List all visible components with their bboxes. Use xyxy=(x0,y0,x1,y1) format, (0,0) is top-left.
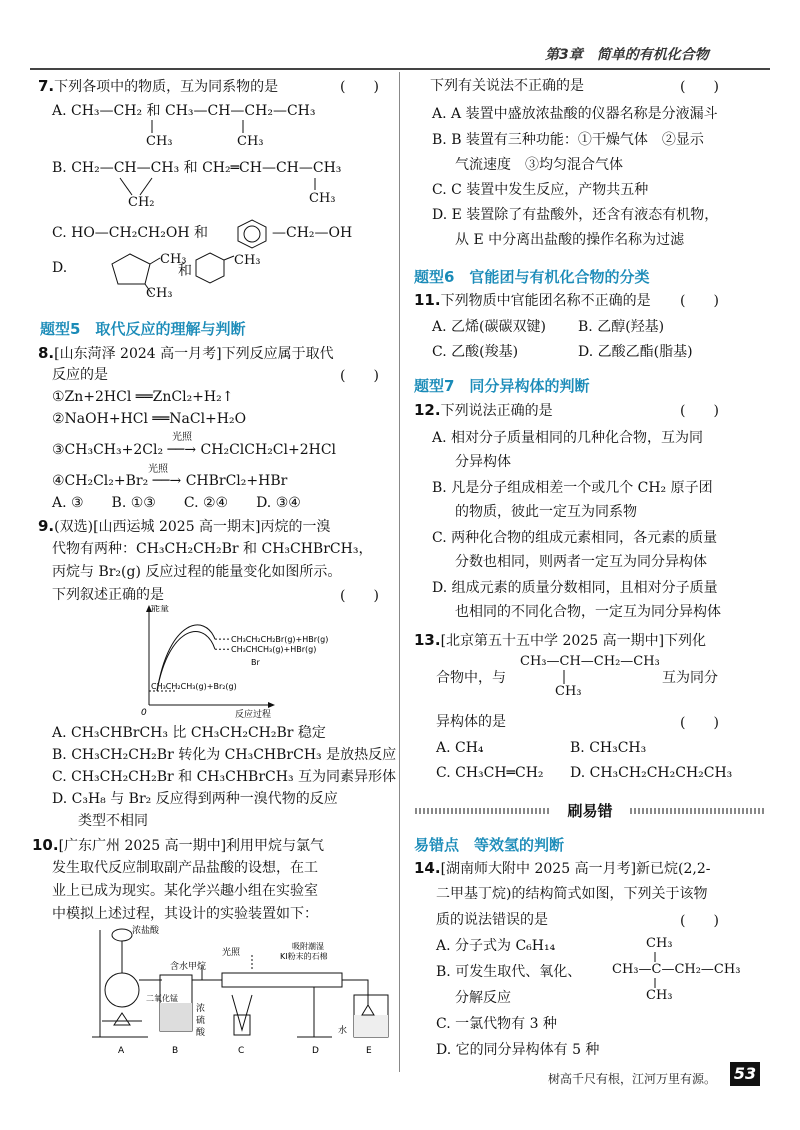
q13-option-a: A. CH₄ xyxy=(436,740,484,756)
q7-option-b: B. CH₂—CH—CH₃ 和 CH₂═CH—CH—CH₃ xyxy=(52,160,342,176)
chart-x-label: 反应过程 xyxy=(235,710,272,720)
q13-option-d: D. CH₃CH₂CH₂CH₂CH₃ xyxy=(570,765,733,781)
error-prone-banner xyxy=(415,800,765,822)
label-water: 水 xyxy=(338,1026,348,1036)
q10-option-b-2: 气流速度 ③均匀混合气体 xyxy=(455,157,623,173)
chart-series-label-1: CH₃CH₂CH₂Br(g)+HBr(g) xyxy=(231,635,329,645)
q14-answer-blank[interactable]: ( ) xyxy=(680,913,719,929)
label-A: A xyxy=(118,1046,125,1056)
q13-answer-blank[interactable]: ( ) xyxy=(680,715,719,731)
q12-option-a-2: 分异构体 xyxy=(455,454,511,470)
q7-d-methyl-3: CH₃ xyxy=(234,253,261,268)
q11-stem: 11.下列物质中官能团名称不正确的是 xyxy=(414,291,651,309)
chart-origin-label: 0 xyxy=(141,708,147,718)
chart-y-label: 能量 xyxy=(151,605,170,614)
q14-struct-top: CH₃ xyxy=(646,936,673,951)
q10-option-c: C. C 装置中发生反应，产物共五种 xyxy=(432,182,649,198)
chart-x-arrow xyxy=(268,702,275,708)
q13-stem-2b: 互为同分 xyxy=(662,670,718,686)
q14-struct-bottom: CH₃ xyxy=(646,988,673,1003)
q7-option-c-right: —CH₂—OH xyxy=(272,225,353,241)
burner-icon xyxy=(114,1013,130,1025)
q12-option-c-1: C. 两种化合物的组成元素相同，各元素的质量 xyxy=(432,530,718,546)
banner-label: 刷易错 xyxy=(567,802,613,820)
q7-option-d: D. xyxy=(52,260,68,276)
q7-d-methyl-2: CH₃ xyxy=(146,286,173,301)
q14-stem-2: 二甲基丁烷)的结构简式如图，下列关于该物 xyxy=(436,886,708,902)
banner-stripe-left xyxy=(415,808,550,814)
q14-stem-3: 质的说法错误的是 xyxy=(436,912,548,928)
page-number: 53 xyxy=(730,1062,760,1086)
chart-series-label-2: CH₃CHCH₃(g)+HBr(g) xyxy=(231,645,317,655)
q8-r4-condition: 光照 xyxy=(148,464,168,475)
label-h2so4-2: 硫 xyxy=(196,1016,206,1026)
q10-stem-1: 10.[广东广州 2025 高一期中]利用甲烷与氯气 xyxy=(32,836,325,854)
q12-option-d-2: 也相同的不同化合物，一定互为同分异构体 xyxy=(455,604,721,620)
section-type7: 题型7 同分异构体的判断 xyxy=(414,377,590,395)
footer-motto: 树高千尺有根，江河万里有源。 xyxy=(548,1072,717,1086)
q10-stem-4: 中模拟上述过程，其设计的实验装置如下： xyxy=(52,906,318,922)
q7-answer-blank[interactable]: ( ) xyxy=(340,79,379,95)
q9-option-c: C. CH₃CH₂CH₂Br 和 CH₃CHBrCH₃ 互为同素异形体 xyxy=(52,769,397,785)
label-methane: 含水甲烷 xyxy=(170,962,207,972)
label-cotton-1: 吸附潮湿 xyxy=(292,942,324,951)
q10-stem-3: 业上已成为现实。某化学兴趣小组在实验室 xyxy=(52,883,318,899)
q14-option-d: D. 它的同分异构体有 5 种 xyxy=(436,1042,600,1058)
label-hcl: 浓盐酸 xyxy=(132,926,160,936)
round-flask xyxy=(105,973,139,1007)
q9-answer-blank[interactable]: ( ) xyxy=(340,588,379,604)
q12-option-d-1: D. 组成元素的质量分数相同，且相对分子质量 xyxy=(432,580,718,596)
q13-option-c: C. CH₃CH═CH₂ xyxy=(436,765,544,781)
q9-stem-1: 9.(双选)[山西运城 2025 高一期末]丙烷的一溴 xyxy=(38,517,331,535)
q7-b-methyl: CH₃ xyxy=(309,191,336,206)
section-type5: 题型5 取代反应的理解与判断 xyxy=(40,320,246,338)
q13-stem-1: 13.[北京第五十五中学 2025 高一期中]下列化 xyxy=(414,631,707,649)
q12-option-b-1: B. 凡是分子组成相差一个或几个 CH₂ 原子团 xyxy=(432,480,713,496)
q14-struct-main: CH₃—C—CH₂—CH₃ xyxy=(612,962,741,977)
q8-r3-condition: 光照 xyxy=(172,432,192,443)
q13-stem-2a: 合物中，与 xyxy=(436,670,506,686)
q9-option-d-1: D. C₃H₈ 与 Br₂ 反应得到两种一溴代物的反应 xyxy=(52,791,338,807)
q7-d-and: 和 xyxy=(178,263,192,279)
label-D: D xyxy=(312,1046,319,1056)
q12-stem: 12.下列说法正确的是 xyxy=(414,401,553,419)
benzene-ring-icon xyxy=(234,218,270,250)
q8-stem-2: 反应的是 xyxy=(52,367,108,383)
lab-apparatus-diagram xyxy=(92,925,392,1060)
label-E: E xyxy=(366,1046,372,1056)
q7-a-methyl-1: CH₃ xyxy=(146,134,173,149)
label-B: B xyxy=(172,1046,179,1056)
q10-answer-blank[interactable]: ( ) xyxy=(680,79,719,95)
reaction-tube xyxy=(222,973,342,987)
q9-stem-3: 丙烷与 Br₂(g) 反应过程的能量变化如图所示。 xyxy=(52,564,342,580)
q14-option-c: C. 一氯代物有 3 种 xyxy=(436,1016,557,1032)
q10-option-a: A. A 装置中盛放浓盐酸的仪器名称是分液漏斗 xyxy=(432,106,718,122)
banner-stripe-right xyxy=(630,808,765,814)
error-point-title: 易错点 等效氢的判断 xyxy=(414,836,565,854)
q14-stem-1: 14.[湖南师大附中 2025 高一月考]新已烷(2,2- xyxy=(414,859,711,877)
q8-reaction-1: ①Zn+2HCl ══ZnCl₂+H₂↑ xyxy=(52,389,234,405)
chart-series-sublabel-2: Br xyxy=(251,658,260,668)
chapter-header: 第3章 简单的有机化合物 xyxy=(545,47,709,63)
q8-reaction-2: ②NaOH+HCl ══NaCl+H₂O xyxy=(52,411,247,427)
q10-option-d-1: D. E 装置除了有盐酸外，还含有液态有机物， xyxy=(432,207,719,223)
q7-b-ring-ch2: CH₂ xyxy=(128,195,155,210)
separatory-funnel xyxy=(112,929,132,941)
q10-stem-2: 发生取代反应制取副产品盐酸的设想，在工 xyxy=(52,860,318,876)
q14-option-b-1: B. 可发生取代、氧化、 xyxy=(436,964,582,980)
q9-stem-4: 下列叙述正确的是 xyxy=(52,587,164,603)
q11-option-a: A. 乙烯(碳碳双键) xyxy=(432,319,546,335)
q13-structure-methyl: CH₃ xyxy=(555,684,582,699)
q11-option-d: D. 乙酸乙酯(脂基) xyxy=(578,344,693,360)
energy-diagram xyxy=(135,605,375,720)
q8-answer-blank[interactable]: ( ) xyxy=(340,368,379,384)
q12-option-c-2: 分数也相同，则两者一定互为同分异构体 xyxy=(455,554,707,570)
q11-option-c: C. 乙酸(羧基) xyxy=(432,344,519,360)
label-h2so4-1: 浓 xyxy=(196,1004,206,1014)
chart-start-label: CH₃CH₂CH₃(g)+Br₂(g) xyxy=(151,682,237,691)
q7-stem: 7.下列各项中的物质，互为同系物的是 xyxy=(38,77,279,95)
label-h2so4-3: 酸 xyxy=(196,1028,206,1038)
label-mno2: 二氧化锰 xyxy=(146,994,178,1003)
q11-option-b: B. 乙醇(羟基) xyxy=(578,319,665,335)
collection-beaker xyxy=(234,1015,250,1035)
q8-options: A. ③ B. ①③ C. ②④ D. ③④ xyxy=(52,495,301,511)
q12-answer-blank[interactable]: ( ) xyxy=(680,403,719,419)
q14-option-a: A. 分子式为 C₆H₁₄ xyxy=(436,938,556,954)
q7-d-methyl-1: CH₃ xyxy=(160,252,187,267)
q7-option-c-left: C. HO—CH₂CH₂OH 和 xyxy=(52,225,209,241)
q13-option-b: B. CH₃CH₃ xyxy=(570,740,647,756)
q11-answer-blank[interactable]: ( ) xyxy=(680,293,719,309)
q9-option-d-2: 类型不相同 xyxy=(78,813,148,829)
label-C: C xyxy=(238,1046,245,1056)
q7-a-methyl-2: CH₃ xyxy=(237,134,264,149)
q10-option-d-2: 从 E 中分离出盐酸的操作名称为过滤 xyxy=(455,232,685,248)
q13-structure: CH₃—CH—CH₂—CH₃ xyxy=(520,654,660,669)
q12-option-b-2: 的物质，彼此一定互为同系物 xyxy=(455,504,637,520)
q8-stem-1: 8.[山东菏泽 2024 高一月考]下列反应属于取代 xyxy=(38,344,334,362)
q13-stem-3: 异构体的是 xyxy=(436,714,506,730)
q9-stem-2: 代物有两种：CH₃CH₂CH₂Br 和 CH₃CHBrCH₃， xyxy=(52,541,373,557)
q8-reaction-3: ③CH₃CH₃+2Cl₂ ──→ CH₂ClCH₂Cl+2HCl xyxy=(52,442,337,458)
q14-option-b-2: 分解反应 xyxy=(455,990,511,1006)
q7-option-a: A. CH₃—CH₂ 和 CH₃—CH—CH₂—CH₃ xyxy=(52,103,316,119)
q10-option-b-1: B. B 装置有三种功能：①干燥气体 ②显示 xyxy=(432,132,704,148)
section-type6: 题型6 官能团与有机化合物的分类 xyxy=(414,268,650,286)
label-cotton-2: KI粉末的石棉 xyxy=(280,952,328,961)
q10-right-stem: 下列有关说法不正确的是 xyxy=(430,78,584,94)
q9-option-a: A. CH₃CHBrCH₃ 比 CH₃CH₂CH₂Br 稳定 xyxy=(52,725,326,741)
q12-option-a-1: A. 相对分子质量相同的几种化合物，互为同 xyxy=(432,430,704,446)
label-light: 光照 xyxy=(222,948,241,958)
q9-option-b: B. CH₃CH₂CH₂Br 转化为 CH₃CHBrCH₃ 是放热反应 xyxy=(52,747,397,763)
q8-reaction-4: ④CH₂Cl₂+Br₂ ──→ CHBrCl₂+HBr xyxy=(52,473,288,489)
